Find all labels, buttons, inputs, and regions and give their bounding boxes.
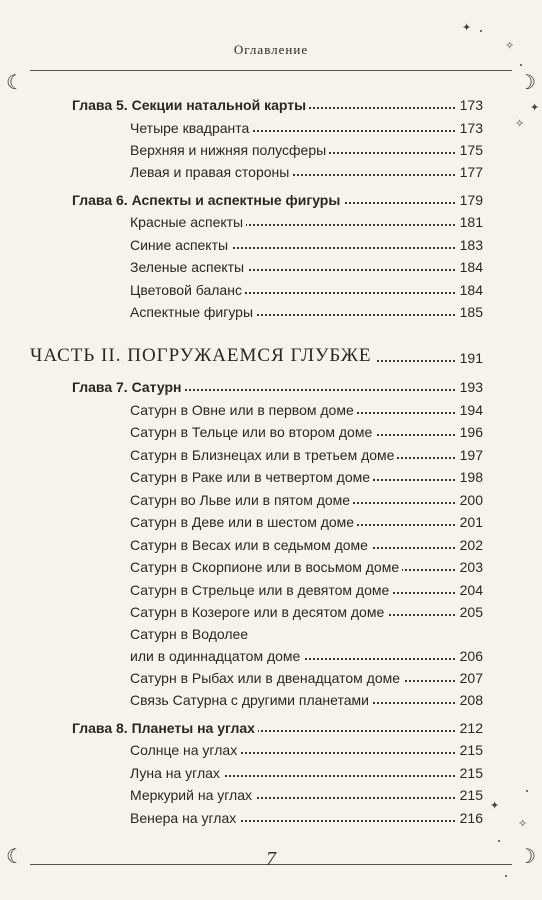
toc-section-row[interactable]: [0, 257, 542, 281]
toc-entry-title-line1: Сатурн в Водолее: [130, 624, 251, 644]
toc-page-number: 184: [457, 280, 483, 300]
toc-page-number: 193: [457, 377, 483, 397]
toc-page-number: 202: [457, 535, 483, 555]
toc-section-row[interactable]: [0, 512, 542, 536]
toc-entry-title: Верхняя и нижняя полусферы: [130, 140, 329, 160]
toc-section-row[interactable]: [0, 740, 542, 764]
star-icon: ✧: [518, 817, 528, 830]
toc-entry-title: Венера на углах: [130, 808, 239, 828]
running-header: Оглавление: [233, 42, 309, 57]
toc-chapter-row[interactable]: [0, 377, 542, 401]
toc-entry-title: Сатурн в Овне или в первом доме: [130, 400, 357, 420]
toc-entry-title: Глава 5. Секции натальной карты: [72, 95, 309, 115]
toc-section-row[interactable]: [0, 118, 542, 142]
toc-page-number: 201: [457, 512, 483, 532]
page-number: 7: [266, 848, 276, 870]
toc-section-row[interactable]: [0, 280, 542, 304]
toc-page-number: 177: [457, 162, 483, 182]
toc-entry-title: Связь Сатурна с другими планетами: [130, 690, 372, 710]
toc-page-number: 215: [457, 763, 483, 783]
star-dot: [480, 30, 482, 32]
toc-entry-title: Цветовой баланс: [130, 280, 245, 300]
toc-page-number: 208: [457, 690, 483, 710]
star-icon: ✦: [462, 21, 472, 34]
toc-page-number: 206: [457, 646, 483, 666]
star-dot: [498, 840, 500, 842]
toc-page-number: 183: [457, 235, 483, 255]
toc-entry-title: Левая и правая стороны: [130, 162, 292, 182]
toc-entry-title: Сатурн во Льве или в пятом доме: [130, 490, 353, 510]
toc-entry-title: Луна на углах: [130, 763, 223, 783]
toc-page-number: 184: [457, 257, 483, 277]
toc-chapter-row[interactable]: [0, 190, 542, 214]
toc-page-number: 212: [457, 718, 483, 738]
toc-section-row[interactable]: [0, 467, 542, 491]
toc-section-row[interactable]: [0, 235, 542, 259]
star-icon: ✦: [530, 101, 540, 114]
toc-page-number: 216: [457, 808, 483, 828]
toc-section-row[interactable]: [0, 535, 542, 559]
toc-entry-title: или в одиннадцатом доме: [130, 646, 303, 666]
toc-page-number: 205: [457, 602, 483, 622]
toc-section-row[interactable]: [0, 490, 542, 514]
toc-part-row[interactable]: [0, 345, 542, 372]
toc-section-row[interactable]: [0, 162, 542, 186]
toc-section-row[interactable]: [0, 690, 542, 714]
toc-chapter-row[interactable]: [0, 95, 542, 119]
toc-entry-title: Глава 7. Сатурн: [72, 377, 184, 397]
toc-section-row[interactable]: [0, 646, 542, 670]
toc-page-number: 191: [457, 348, 483, 368]
toc-entry-title: Сатурн в Скорпионе или в восьмом доме: [130, 557, 402, 577]
crescent-moon-icon: ☽: [518, 844, 536, 868]
toc-section-row[interactable]: [0, 302, 542, 326]
toc-page-number: 215: [457, 785, 483, 805]
toc-entry-title: Сатурн в Тельце или во втором доме: [130, 422, 375, 442]
toc-page-number: 181: [457, 212, 483, 232]
star-icon: ✧: [505, 39, 515, 52]
toc-entry-title: Солнце на углах: [130, 740, 240, 760]
toc-section-row[interactable]: [0, 557, 542, 581]
star-icon: ✦: [490, 799, 500, 812]
header-rule: [30, 70, 512, 71]
toc-section-row[interactable]: [0, 808, 542, 832]
toc-page-number: 203: [457, 557, 483, 577]
toc-entry-title: Аспектные фигуры: [130, 302, 256, 322]
toc-page-number: 215: [457, 740, 483, 760]
toc-page-number: 207: [457, 668, 483, 688]
toc-entry-title: Сатурн в Козероге или в десятом доме: [130, 602, 387, 622]
crescent-moon-icon: ☽: [518, 70, 536, 94]
crescent-moon-icon: ☾: [6, 844, 24, 868]
toc-page-number: 198: [457, 467, 483, 487]
toc-entry-title: Четыре квадранта: [130, 118, 252, 138]
star-dot: [520, 64, 522, 66]
toc-section-row[interactable]: [0, 763, 542, 787]
toc-section-row[interactable]: [0, 668, 542, 692]
toc-page-number: 185: [457, 302, 483, 322]
toc-entry-title: Сатурн в Близнецах или в третьем доме: [130, 445, 397, 465]
toc-page-number: 194: [457, 400, 483, 420]
crescent-moon-icon: ☾: [6, 70, 24, 94]
star-dot: [505, 875, 507, 877]
toc-section-row[interactable]: [0, 445, 542, 469]
toc-chapter-row[interactable]: [0, 718, 542, 742]
toc-entry-title: Сатурн в Раке или в четвертом доме: [130, 467, 373, 487]
toc-section-row[interactable]: [0, 140, 542, 164]
toc-entry-title: Сатурн в Деве или в шестом доме: [130, 512, 357, 532]
toc-entry-title: Глава 8. Планеты на углах: [72, 718, 258, 738]
toc-page-number: 200: [457, 490, 483, 510]
toc-section-row[interactable]: [0, 422, 542, 446]
toc-entry-title: Сатурн в Стрельце или в девятом доме: [130, 580, 392, 600]
toc-section-row[interactable]: [0, 785, 542, 812]
star-icon: ✧: [515, 117, 525, 130]
toc-page-number: 173: [457, 95, 483, 115]
toc-entry-title: Меркурий на углах: [130, 785, 255, 805]
toc-entry-title: Синие аспекты: [130, 235, 231, 255]
toc-page-number: 197: [457, 445, 483, 465]
toc-page-number: 204: [457, 580, 483, 600]
toc-section-row[interactable]: [0, 602, 542, 626]
toc-section-row[interactable]: [0, 212, 542, 236]
toc-page-number: 196: [457, 422, 483, 442]
toc-page-number: 179: [457, 190, 483, 210]
toc-entry-title: Сатурн в Рыбах или в двенадцатом доме: [130, 668, 403, 688]
toc-entry-title: Зеленые аспекты: [130, 257, 247, 277]
toc-entry-title: Красные аспекты: [130, 212, 246, 232]
toc-entry-title: Глава 6. Аспекты и аспектные фигуры: [72, 190, 343, 210]
toc-section-line: [0, 624, 542, 648]
toc-page-number: 175: [457, 140, 483, 160]
toc-entry-title: Сатурн в Весах или в седьмом доме: [130, 535, 371, 555]
toc-section-row[interactable]: [0, 580, 542, 604]
toc-entry-title: ЧАСТЬ II. ПОГРУЖАЕМСЯ ГЛУБЖЕ: [30, 344, 375, 368]
toc-page-number: 173: [457, 118, 483, 138]
toc-section-row[interactable]: [0, 400, 542, 424]
